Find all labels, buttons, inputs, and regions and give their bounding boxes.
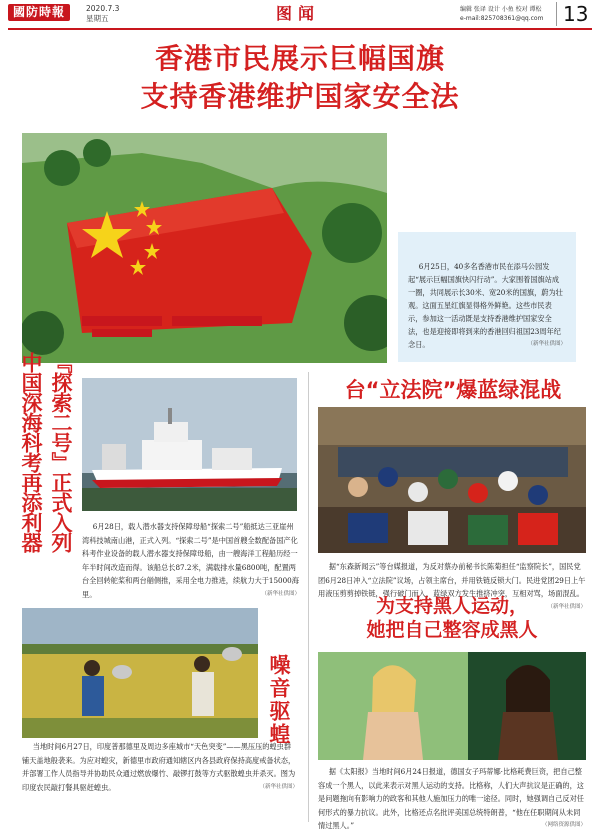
ship-photo <box>82 378 297 511</box>
flag-caption-credit: （新华社供图） <box>527 341 566 347</box>
locust-article-text: 当地时间6月27日，印度普那德里及周边多座城市“天色突变”——黑压压的蝗虫群铺天盖地般袭来。为应对蝗灾，新德里市政府通知辖区内各县政府保持高度戒备状态，并部署工作人员指导并协助民众通过燃放爆竹、敲锣打鼓等方式驱散蝗虫并杀灭。图为印度农民敲打餐具驱赶蝗虫。 <box>22 742 296 792</box>
flag-photo <box>22 133 387 363</box>
taiwan-title: 台“立法院”爆蓝绿混战 <box>344 378 562 402</box>
email: e-mail:825708361@qq.com <box>460 15 544 22</box>
ship-article-text: 6月28日，载人潜水器支持保障母船“探索二号”船抵达三亚崖州湾科技城南山港，正式入列。“探索二号”是中国首艘全数配备国产化科考作业设备的载人潜水器支持保障母船，由一艘海洋工程船历经一年半时间改造而得。该船总长87.2米，满载排水量6800吨，配置两台全回转舵桨和两台艏侧推，采用全电力推进，续航力大于15000海里。 <box>82 522 299 599</box>
blm-article-text: 据《太阳报》当地时间6月24日报道，德国女子玛蒂娜·比格耗费巨资，把自己整容成一个黑人，以此来表示对黑人运动的支持。比格称，人们大声抗议是正确的，这是问题拖向有影响力的政客和其他人施加压力的唯一途径。同时，她强调自己反对任何形式的暴力抗议。此外，比格还点名批评美国总统特朗普，“他在任职期间从未同情过黑人。” <box>318 767 584 830</box>
column-divider <box>308 372 309 822</box>
ship-photo-illustration <box>82 378 297 511</box>
locust-credit: （新华社供图） <box>259 783 298 790</box>
locust-photo-illustration <box>22 608 258 738</box>
page-number: 13 <box>556 2 588 26</box>
issue-date <box>86 4 119 24</box>
locust-title: 噪音驱蝗 <box>267 654 291 746</box>
blm-title-line-1: 为支持黑人运动， <box>375 595 528 617</box>
portrait-photos <box>318 652 586 760</box>
portrait-photos-illustration <box>318 652 586 760</box>
headline-line-2: 支持香港维护国家安全法 <box>140 80 460 113</box>
section-title: 图闻 <box>276 4 321 23</box>
blm-title <box>316 594 588 642</box>
flag-photo-illustration <box>22 133 387 363</box>
flag-caption <box>398 232 576 362</box>
editors: 编辑 张译 设计 小鱼 校对 谭松 <box>460 6 542 13</box>
main-headline <box>0 40 600 116</box>
header-rule <box>8 28 592 30</box>
ship-article <box>82 520 300 601</box>
legislature-photo <box>318 407 586 553</box>
blm-article <box>318 765 586 833</box>
ship-title-a: 『探索二号』正式入列 <box>49 352 73 552</box>
editor-credits <box>460 5 543 23</box>
legislature-photo-illustration <box>318 407 586 553</box>
locust-photo <box>22 608 258 738</box>
newspaper-logo: 國防時報 <box>8 4 70 21</box>
flag-caption-text: 6月25日，40多名香港市民在添马公园发起“展示巨幅国旗快闪行动”。大家围着国旗站成一圈，共同展示长30米、宽20米的国旗，蔚为壮观。这面五星红旗显得格外鲜艳。这些市民表示，参加这一活动既是支持香港维护国家安全法，也是迎接即将到来的香港回归祖国23周年纪念日。 <box>408 262 563 349</box>
headline-line-1: 香港市民展示巨幅国旗 <box>154 42 445 75</box>
ship-credit: （新华社供图） <box>261 590 300 597</box>
taiwan-article-text: 据“东森新闻云”等台媒报道，为反对蔡办前秘书长陈菊担任“监察院长”，国民党团6月28日冲入“立法院”议场，占领主席台，并用铁链反锁大门。民进党团29日上午用液压剪剪掉铁链，强行破门而入，蓝绿双方发生推挤冲突，互相对骂，场面混乱。 <box>318 562 586 598</box>
ship-title-b: 中国深海科考再添利器 <box>19 352 43 552</box>
weekday: 星期五 <box>86 14 109 23</box>
blm-credit: （网络资源供图） <box>541 822 586 828</box>
locust-article <box>22 740 298 794</box>
taiwan-credit: （新华社供图） <box>547 603 586 610</box>
blm-title-line-2: 她把自己整容成黑人 <box>366 619 538 641</box>
date: 2020.7.3 <box>86 4 120 13</box>
